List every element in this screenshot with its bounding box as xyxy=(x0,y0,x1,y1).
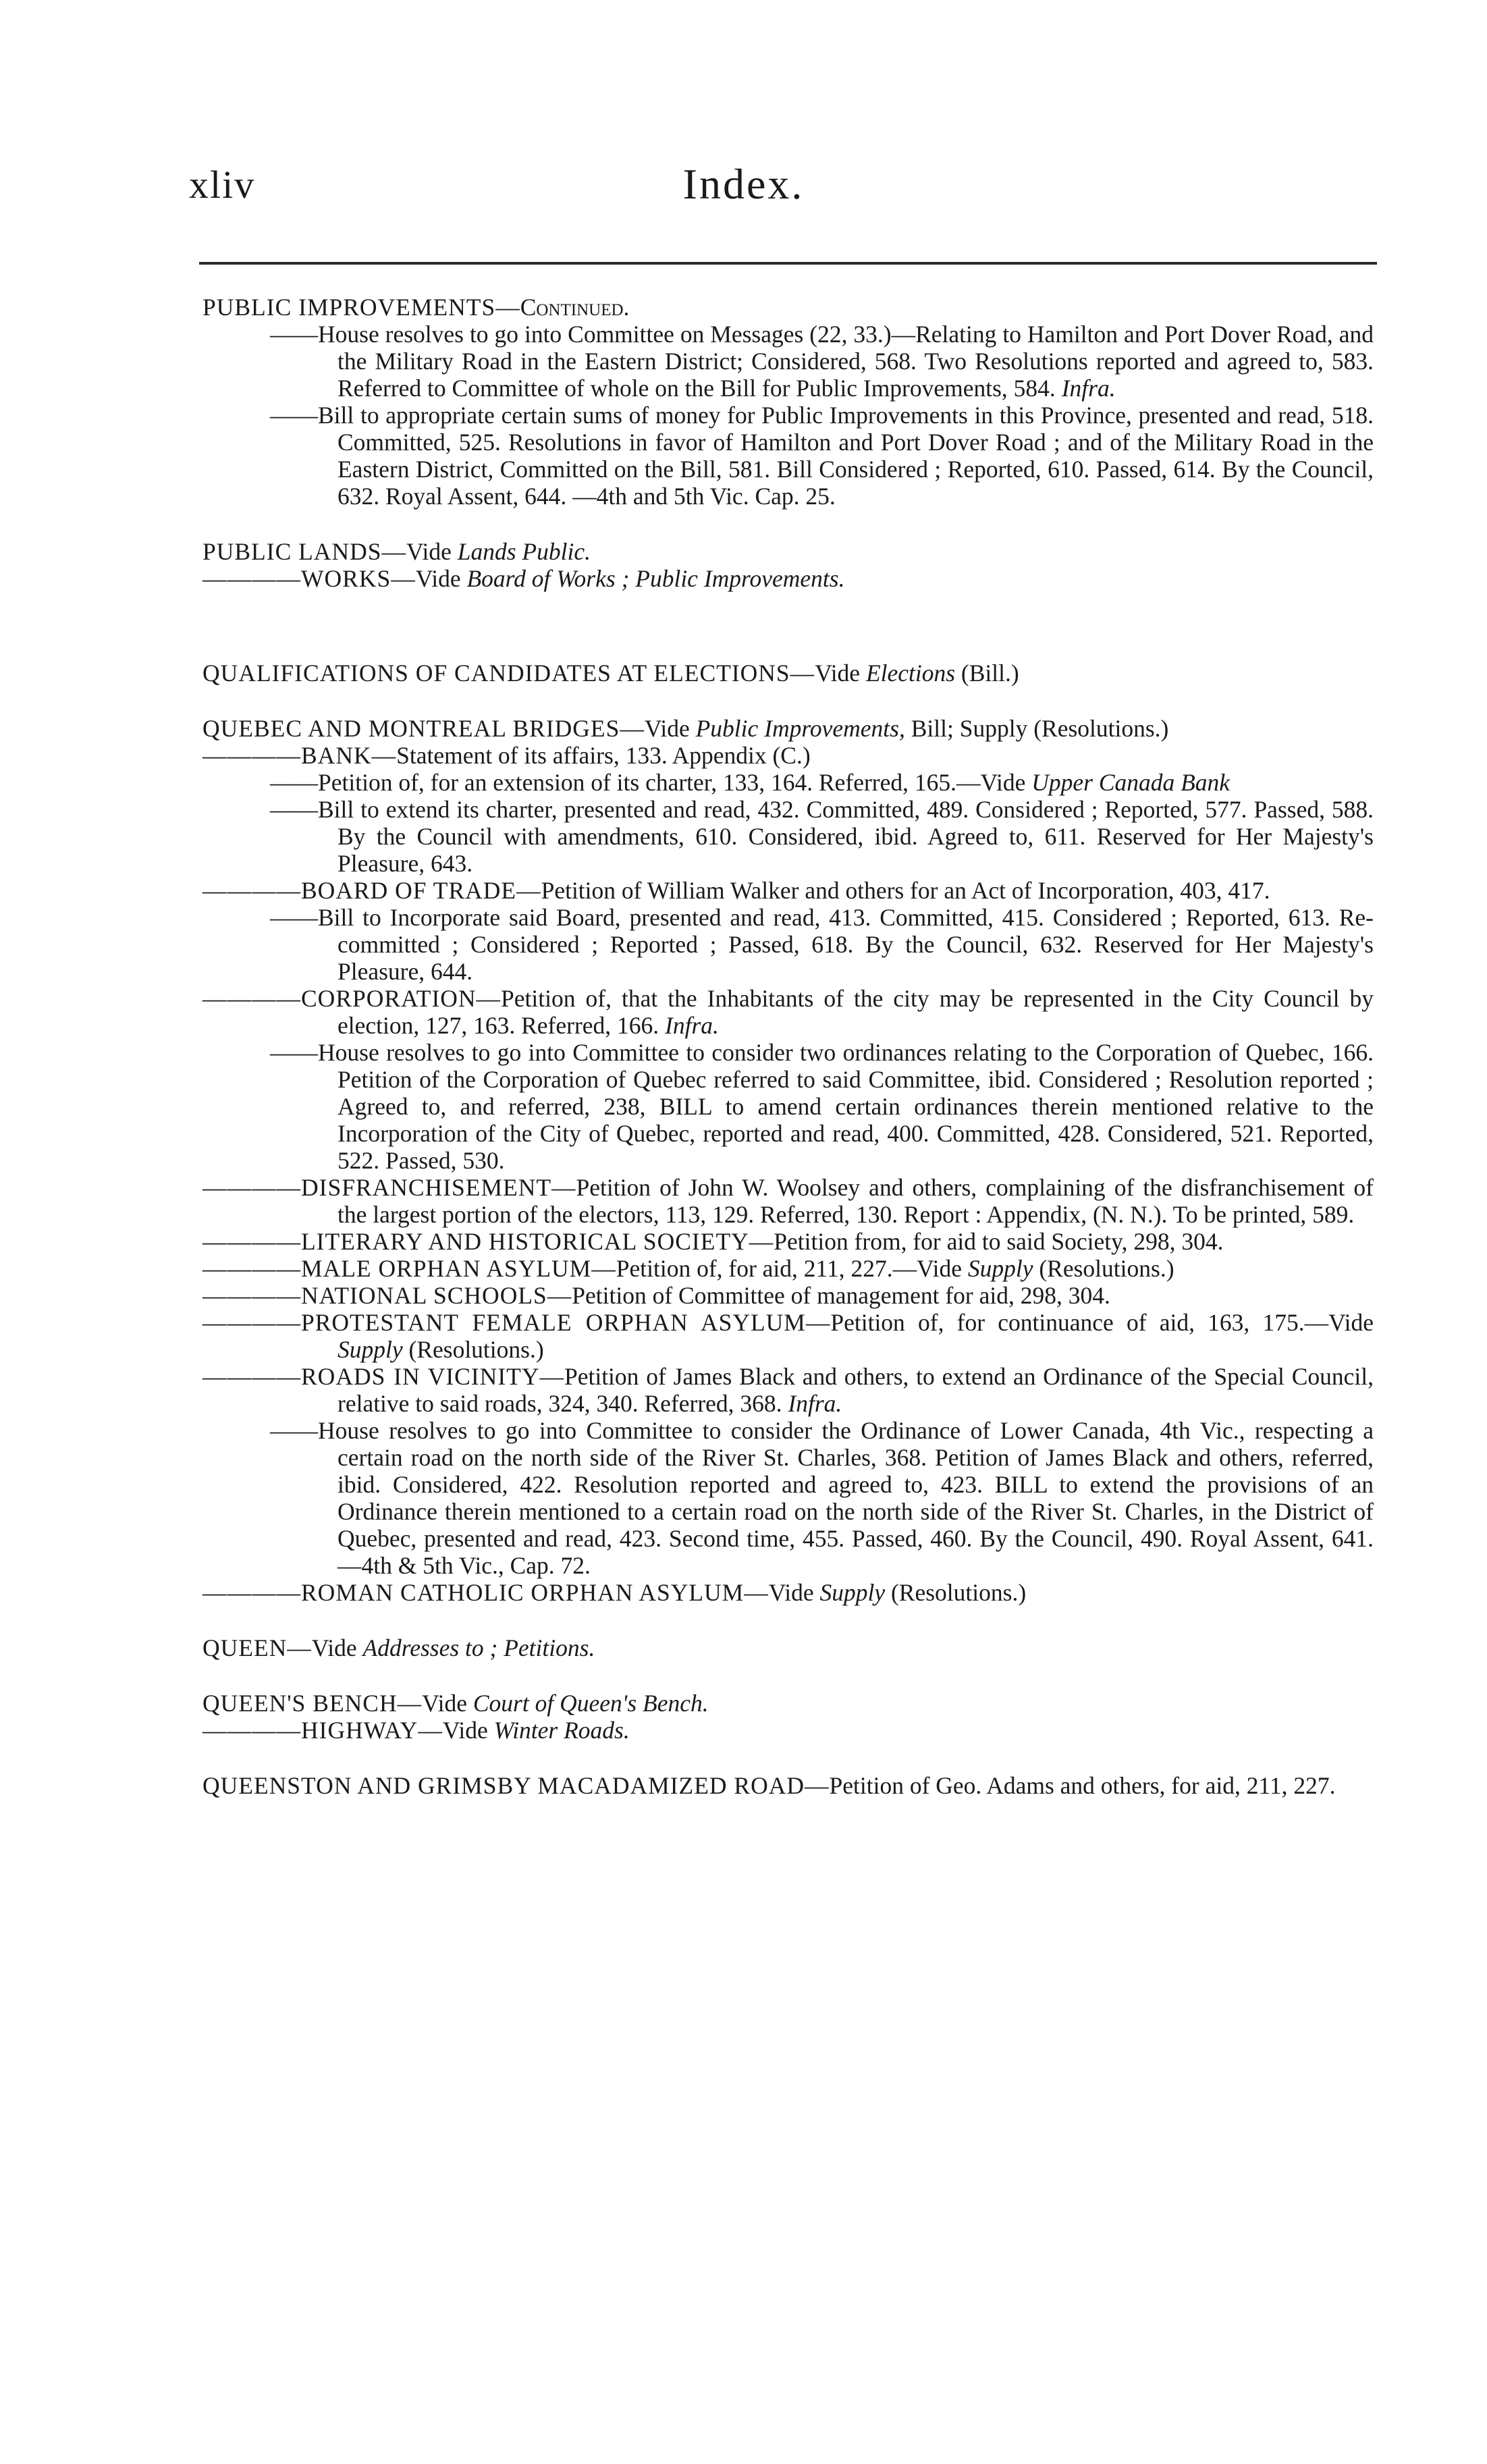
index-subentry-board-of-trade: ————BOARD OF TRADE—Petition of William Walker and others for an Act of Incorporation, 403, 417. xyxy=(202,877,1270,904)
index-subentry-male-orphan-asylum: ————MALE ORPHAN ASYLUM—Petition of, for aid, 211, 227.—Vide Supply (Resolutions.) xyxy=(202,1255,1174,1282)
index-subentry-protestant-female-orphan-asylum: ————PROTESTANT FEMALE ORPHAN ASYLUM—Petition of, for continuance of aid, 163, 175.—Vide Supply (Resolutions.) xyxy=(202,1309,1374,1363)
index-entry-quebec-montreal-bridges: QUEBEC AND MONTREAL BRIDGES—Vide Public Improvements, Bill; Supply (Resolutions.) xyxy=(202,715,1169,742)
index-subentry: ——Bill to Incorporate said Board, presented and read, 413. Committed, 415. Considered ; Reported, 613. Re-committed ; Considered ; Reported ; Passed, 618. By the Council, 632. Reserved for Her Majesty's Pleasure, 644. xyxy=(270,904,1374,985)
index-entry-queens-bench: QUEEN'S BENCH—Vide Court of Queen's Bench. xyxy=(202,1690,709,1717)
index-subentry-bank: ————BANK—Statement of its affairs, 133. Appendix (C.) xyxy=(202,742,811,769)
index-subentry-literary-society: ————LITERARY AND HISTORICAL SOCIETY—Petition from, for aid to said Society, 298, 304. xyxy=(202,1228,1224,1255)
index-subentry-disfranchisement: ————DISFRANCHISEMENT—Petition of John W. Woolsey and others, complaining of the disfranchisement of the largest portion of the electors, 113, 129. Referred, 130. Report : Appendix, (N. N.). To be printed, 589. xyxy=(202,1174,1374,1228)
index-entry-public-improvements: PUBLIC IMPROVEMENTS—Continued. xyxy=(202,294,630,321)
page-title: Index. xyxy=(682,160,805,208)
index-subentry: ——Bill to extend its charter, presented and read, 432. Committed, 489. Considered ; Reported, 577. Passed, 588. By the Council with amendments, 610. Considered, ibid. Agreed to, 611. Reserved for Her Majesty's Pleasure, 643. xyxy=(270,796,1374,877)
index-subentry: ——Bill to appropriate certain sums of money for Public Improvements in this Province, presented and read, 518. Committed, 525. Resolutions in favor of Hamilton and Port Dover Road ; and of the Military Road in the Eastern District, Committed on the Bill, 581. Bill Considered ; Reported, 610. Passed, 614. By the Council, 632. Royal Assent, 644. —4th and 5th Vic. Cap. 25. xyxy=(270,402,1374,510)
index-entry-qualifications: QUALIFICATIONS OF CANDIDATES AT ELECTIONS—Vide Elections (Bill.) xyxy=(202,660,1019,687)
index-subentry: ——House resolves to go into Committee to consider the Ordinance of Lower Canada, 4th Vic., respecting a certain road on the north side of the River St. Charles, 368. Petition of James Black and others, referred, ibid. Considered, 422. Resolution reported and agreed to, 423. BILL to extend the provisions of an Ordinance therein mentioned to a certain road on the north side of the River St. Charles, in the District of Quebec, presented and read, 423. Second time, 455. Passed, 460. By the Council, 490. Royal Assent, 641.—4th & 5th Vic., Cap. 72. xyxy=(270,1417,1374,1579)
page-number: xliv xyxy=(189,163,256,207)
index-subentry-works: ————WORKS—Vide Board of Works ; Public Improvements. xyxy=(202,565,845,592)
index-subentry-highway: ————HIGHWAY—Vide Winter Roads. xyxy=(202,1717,630,1744)
index-entries xyxy=(202,294,1374,1799)
index-entry-queen: QUEEN—Vide Addresses to ; Petitions. xyxy=(202,1634,595,1661)
index-subentry: ——House resolves to go into Committee to consider two ordinances relating to the Corporation of Quebec, 166. Petition of the Corporation of Quebec referred to said Committee, ibid. Considered ; Resolution reported ; Agreed to, and referred, 238, BILL to amend certain ordinances therein mentioned relative to the Incorporation of the City of Quebec, reported and read, 400. Committed, 428. Considered, 521. Reported, 522. Passed, 530. xyxy=(270,1039,1374,1174)
index-subentry-corporation: ————CORPORATION—Petition of, that the Inhabitants of the city may be represented in the City Council by election, 127, 163. Referred, 166. Infra. xyxy=(202,985,1374,1039)
index-subentry: ——Petition of, for an extension of its charter, 133, 164. Referred, 165.—Vide Upper Canada Bank xyxy=(270,769,1231,796)
index-subentry-roads-in-vicinity: ————ROADS IN VICINITY—Petition of James Black and others, to extend an Ordinance of the Special Council, relative to said roads, 324, 340. Referred, 368. Infra. xyxy=(202,1363,1374,1417)
index-subentry: ——House resolves to go into Committee on Messages (22, 33.)—Relating to Hamilton and Port Dover Road, and the Military Road in the Eastern District; Considered, 568. Two Resolutions reported and agreed to, 583. Referred to Committee of whole on the Bill for Public Improvements, 584. Infra. xyxy=(270,321,1374,402)
index-entry-queenston-grimsby-road: QUEENSTON AND GRIMSBY MACADAMIZED ROAD—Petition of Geo. Adams and others, for aid, 211, 227. xyxy=(202,1772,1336,1799)
index-subentry-national-schools: ————NATIONAL SCHOOLS—Petition of Committee of management for aid, 298, 304. xyxy=(202,1282,1110,1309)
index-entry-public-lands: PUBLIC LANDS—Vide Lands Public. xyxy=(202,538,591,565)
index-subentry-roman-catholic-orphan-asylum: ————ROMAN CATHOLIC ORPHAN ASYLUM—Vide Supply (Resolutions.) xyxy=(202,1579,1027,1606)
header-rule xyxy=(199,262,1377,265)
